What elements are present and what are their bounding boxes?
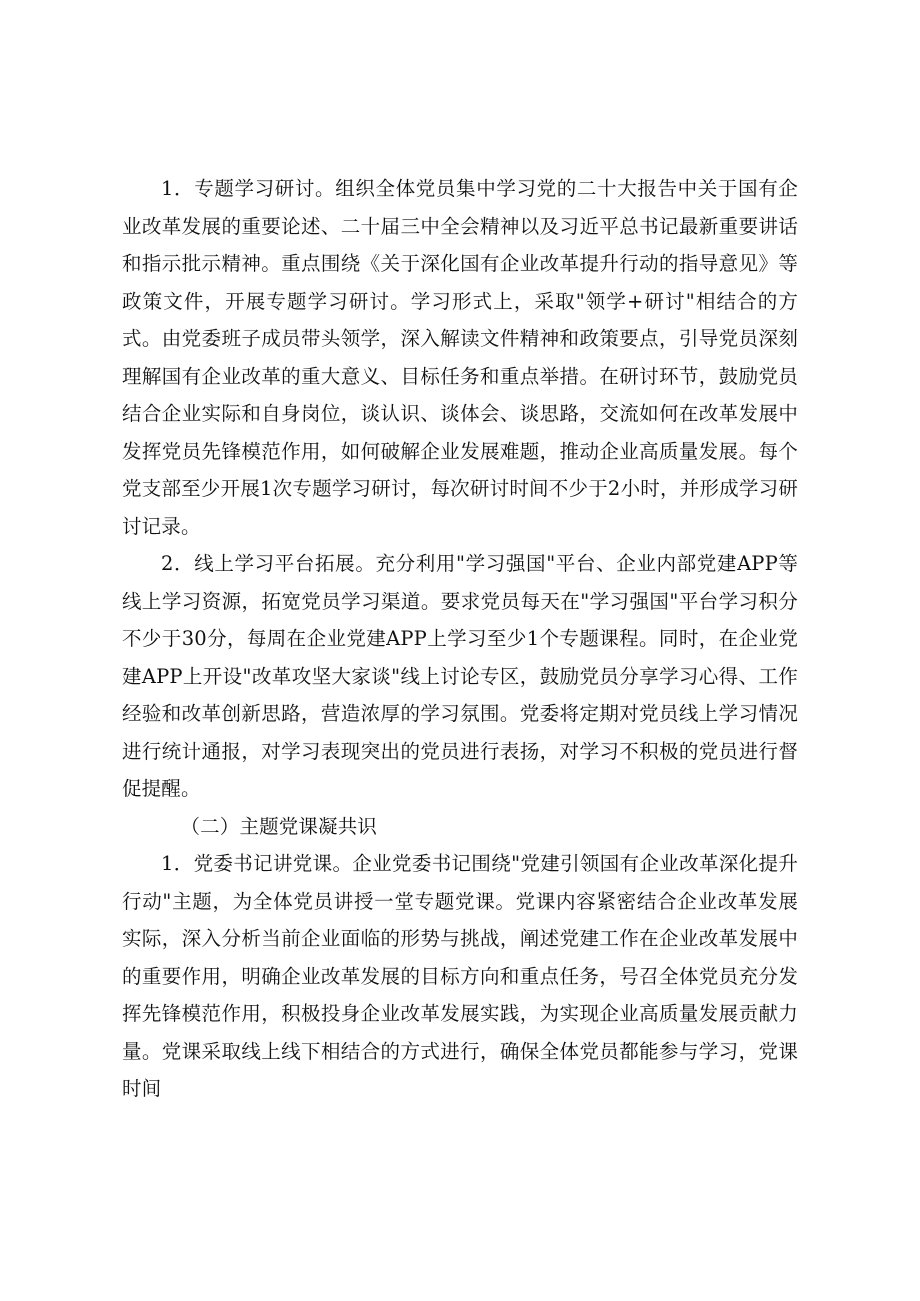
section-heading: （二）主题党课凝共识 xyxy=(180,814,378,838)
document-body xyxy=(122,170,798,1108)
paragraph-study-seminar: 1．专题学习研讨。组织全体党员集中学习党的二十大报告中关于国有企业改革发展的重要论述、二十届三中全会精神以及习近平总书记最新重要讲话和指示批示精神。重点围绕《关于深化国有企业改革提升行动的指导意见》等政策文件，开展专题学习研讨。学习形式上，采取"领学+研讨"相结合的方式。由党委班子成员带头领学，深入解读文件精神和政策要点，引导党员深刻理解国有企业改革的重大意义、目标任务和重点举措。在研讨环节，鼓励党员结合企业实际和自身岗位，谈认识、谈体会、谈思路，交流如何在改革发展中发挥党员先锋模范作用，如何破解企业发展难题，推动企业高质量发展。每个党支部至少开展1次专题学习研讨，每次研讨时间不少于2小时，并形成学习研讨记录。 xyxy=(122,177,798,538)
paragraph-party-lecture: 1．党委书记讲党课。企业党委书记围绕"党建引领国有企业改革深化提升行动"主题，为全体党员讲授一堂专题党课。党课内容紧密结合企业改革发展实际，深入分析当前企业面临的形势与挑战，阐述党建工作在企业改革发展中的重要作用，明确企业改革发展的目标方向和重点任务，号召全体党员充分发挥先锋模范作用，积极投身企业改革发展实践，为实现企业高质量发展贡献力量。党课采取线上线下相结合的方式进行，确保全体党员都能参与学习，党课时间 xyxy=(122,852,798,1100)
paragraph-online-platform: 2．线上学习平台拓展。充分利用"学习强国"平台、企业内部党建APP等线上学习资源，拓宽党员学习渠道。要求党员每天在"学习强国"平台学习积分不少于30分，每周在企业党建APP上学习至少1个专题课程。同时，在企业党建APP上开设"改革攻坚大家谈"线上讨论专区，鼓励党员分享学习心得、工作经验和改革创新思路，营造浓厚的学习氛围。党委将定期对党员线上学习情况进行统计通报，对学习表现突出的党员进行表扬，对学习不积极的党员进行督促提醒。 xyxy=(122,552,798,800)
